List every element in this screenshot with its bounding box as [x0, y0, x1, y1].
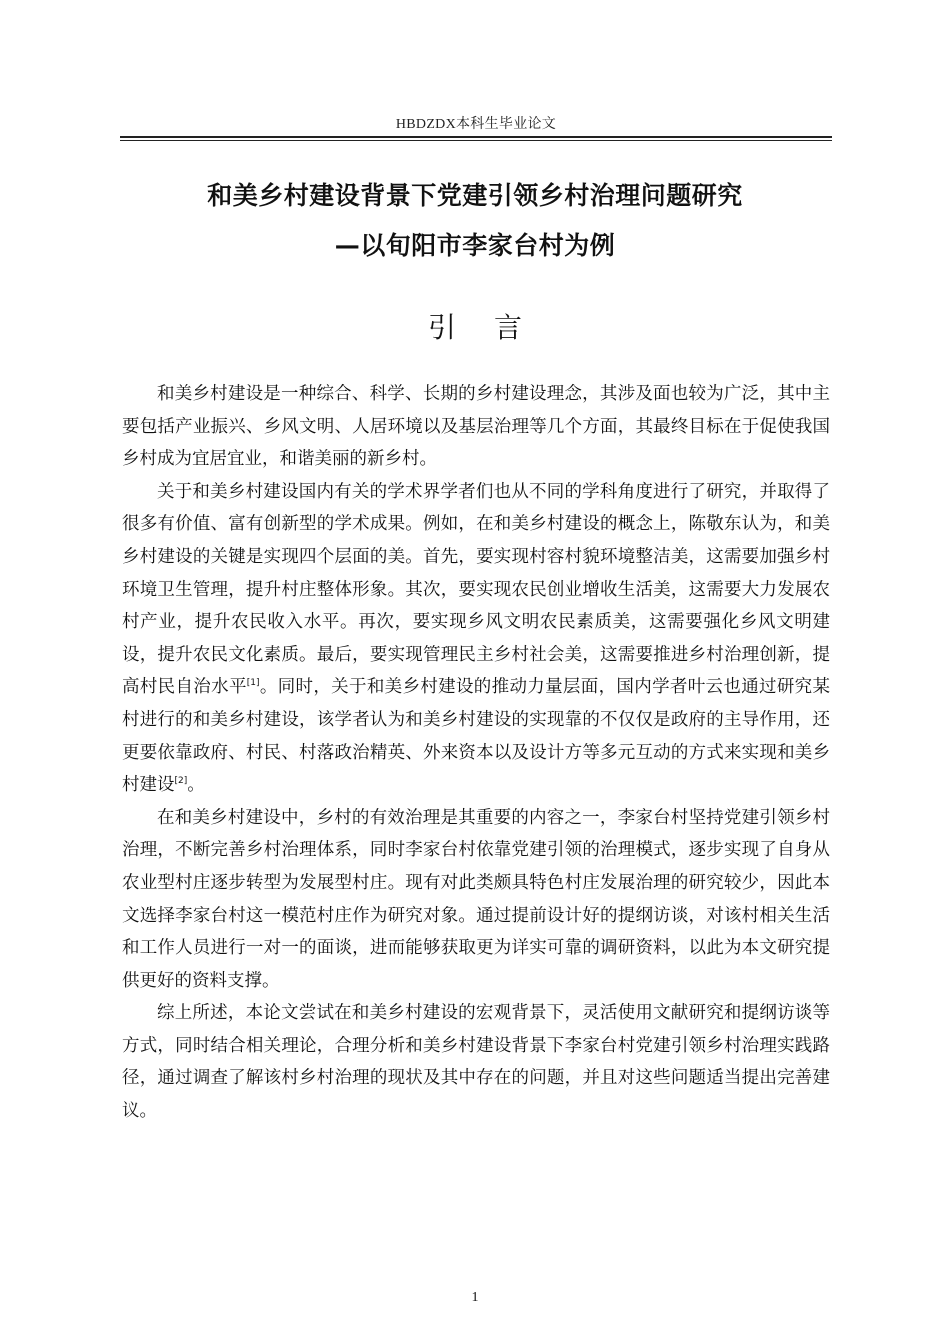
paragraph-2 [122, 476, 830, 802]
section-heading: 引言 [427, 311, 560, 344]
page-number: 1 [471, 1290, 479, 1305]
paragraph-1: 和美乡村建设是一种综合、科学、长期的乡村建设理念，其涉及面也较为广泛，其中主要包括产业振兴、乡风文明、人居环境以及基层治理等几个方面，其最终目标在于促使我国乡村成为宜居宜业，和谐美丽的新乡村。 [122, 384, 830, 470]
header-rule-thin [120, 140, 832, 141]
paragraph-2-part-2: 。同时，关于和美乡村建设的推动力量层面，国内学者叶云也通过研究某村进行的和美乡村建设，该学者认为和美乡村建设的实现靠的不仅仅是政府的主导作用，还更要依靠政府、村民、村落政治精英、外来资本以及设计方等多元互动的方式来实现和美乡村建设 [122, 677, 831, 796]
citation-1: [1] [246, 678, 260, 689]
paper-subtitle: —以旬阳市李家台村为例 [334, 231, 616, 260]
header-rule [120, 136, 832, 138]
running-header: HBDZDX本科生毕业论文 [395, 117, 557, 132]
paragraph-2-part-1: 关于和美乡村建设国内有关的学术界学者们也从不同的学科角度进行了研究，并取得了很多有价值、富有创新型的学术成果。例如，在和美乡村建设的概念上，陈敬东认为，和美乡村建设的关键是实现四个层面的美。首先，要实现村容村貌环境整洁美，这需要加强乡村环境卫生管理，提升村庄整体形象。其次，要实现农民创业增收生活美，这需要大力发展农村产业，提升农民收入水平。再次，要实现乡风文明农民素质美，这需要强化乡风文明建设，提升农民文化素质。最后，要实现管理民主乡村社会美，这需要推进乡村治理创新，提高村民自治水平 [122, 481, 830, 698]
paragraph-2-part-3: 。 [187, 775, 205, 796]
paragraph-3: 在和美乡村建设中，乡村的有效治理是其重要的内容之一，李家台村坚持党建引领乡村治理，不断完善乡村治理体系，同时李家台村依靠党建引领的治理模式，逐步实现了自身从农业型村庄逐步转型为发展型村庄。现有对此类颇具特色村庄发展治理的研究较少，因此本文选择李家台村这一模范村庄作为研究对象。通过提前设计好的提纲访谈，对该村相关生活和工作人员进行一对一的面谈，进而能够获取更为详实可靠的调研资料，以此为本文研究提供更好的资料支撑。 [122, 807, 830, 991]
citation-2: [2] [174, 776, 188, 787]
body-text [122, 378, 830, 1128]
paper-title: 和美乡村建设背景下党建引领乡村治理问题研究 [207, 181, 743, 210]
paragraph-4: 综上所述，本论文尝试在和美乡村建设的宏观背景下，灵活使用文献研究和提纲访谈等方式，同时结合相关理论，合理分析和美乡村建设背景下李家台村党建引领乡村治理实践路径，通过调查了解该村乡村治理的现状及其中存在的问题，并且对这些问题适当提出完善建议。 [122, 1003, 830, 1122]
